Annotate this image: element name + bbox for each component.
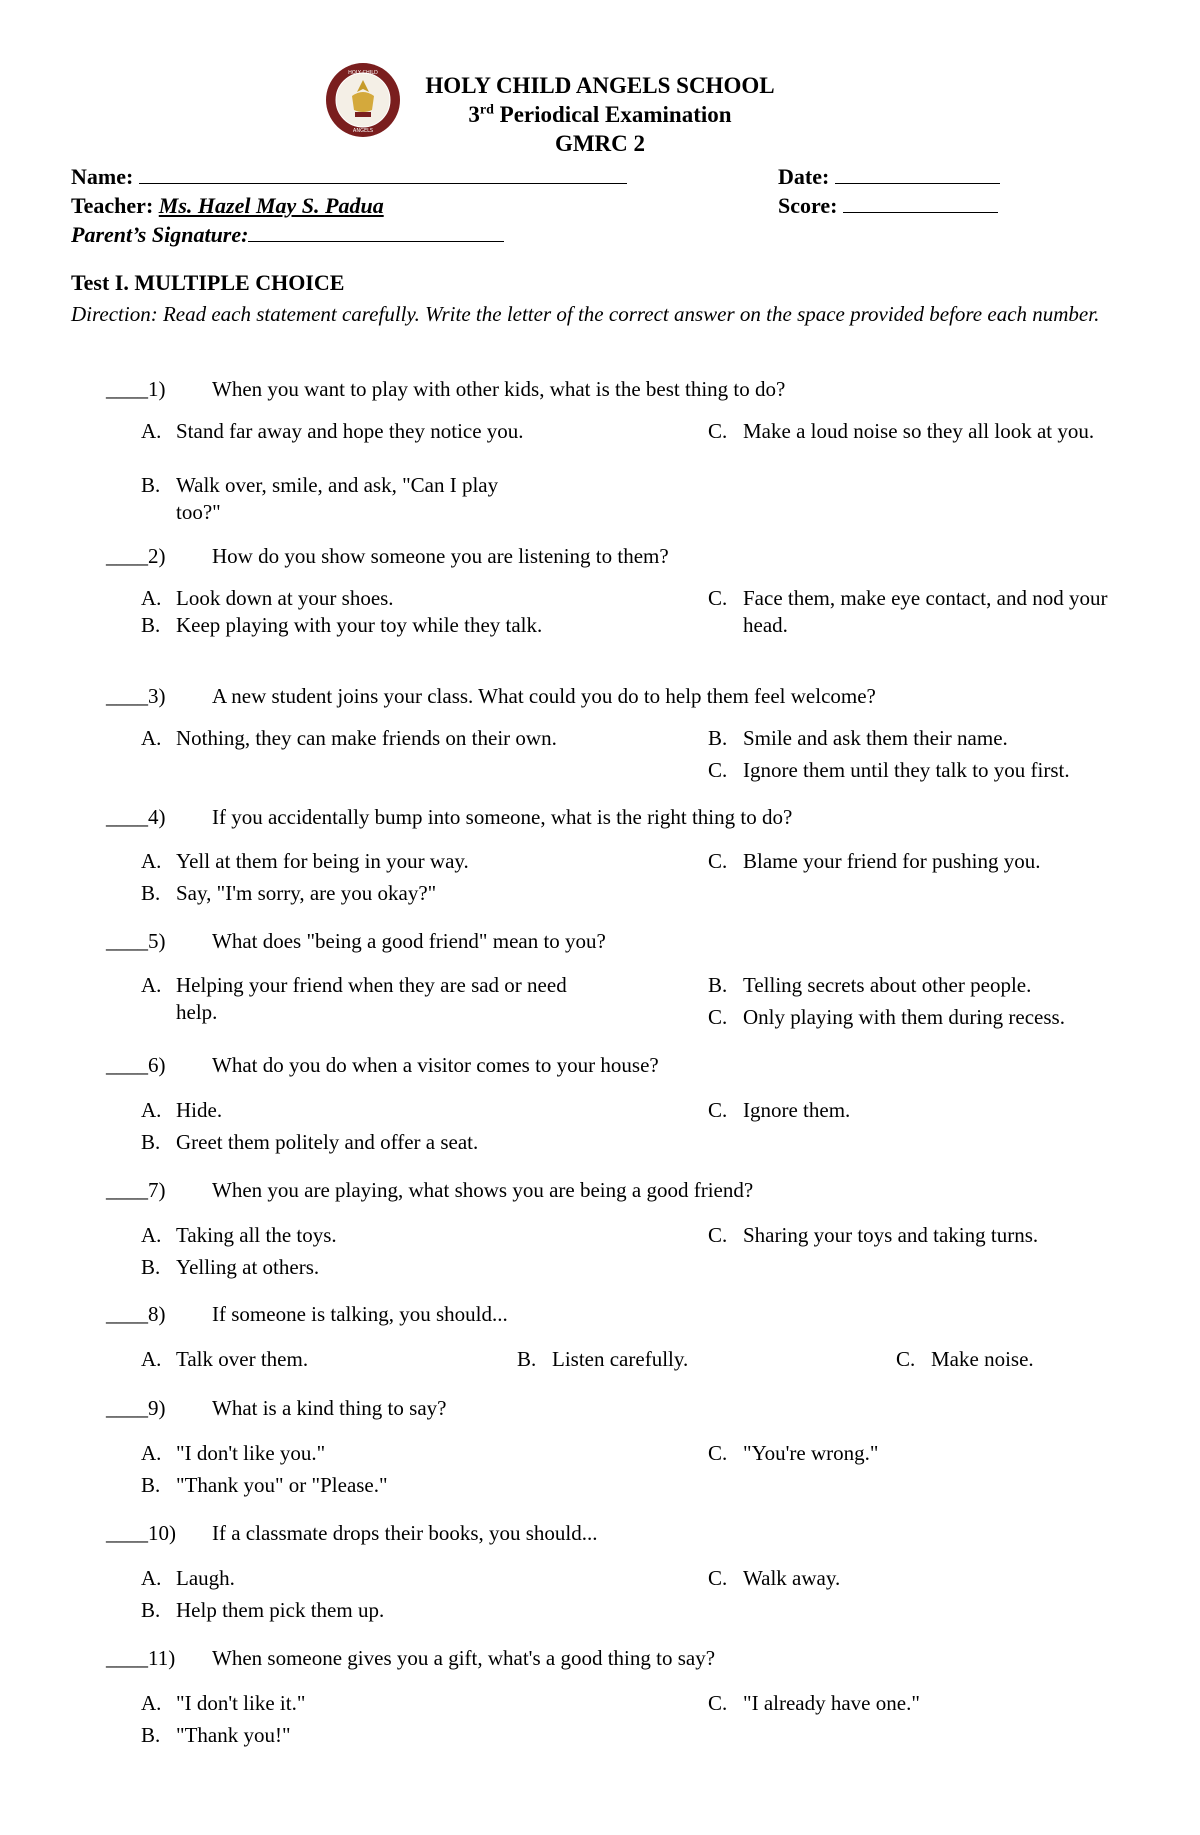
q1-option-c [708,418,1118,445]
option-letter: C. [708,1005,728,1029]
q7-option-c [708,1222,1168,1249]
question-11 [106,1646,715,1671]
question-4 [106,805,792,830]
option-letter: C. [708,849,728,873]
question-10-number: ____10) [106,1521,176,1545]
option-letter: B. [141,1130,161,1154]
option-text: Telling secrets about other people. [743,973,1032,997]
option-letter: B. [141,1473,161,1497]
option-text: Ignore them. [743,1098,851,1122]
option-letter: B. [517,1347,537,1371]
question-4-text: If you accidentally bump into someone, what is the right thing to do? [212,805,793,829]
q4-option-a [141,848,581,875]
question-9 [106,1396,446,1421]
subject-title: GMRC 2 [554,131,646,156]
option-letter: B. [141,1723,161,1747]
q3-option-a [141,725,561,752]
option-letter: B. [708,726,728,750]
q3-option-b [708,725,1148,752]
question-3-number: ____3) [106,684,166,708]
svg-text:ANGELS: ANGELS [352,128,374,134]
name-field[interactable] [139,167,627,184]
option-letter: B. [141,613,161,637]
question-2-text: How do you show someone you are listening to them? [212,544,669,568]
option-letter: C. [708,419,728,443]
q8-option-c [896,1346,1166,1373]
option-letter: B. [141,1598,161,1622]
option-letter: B. [708,973,728,997]
q10-option-b [141,1597,581,1624]
option-letter: C. [708,1566,728,1590]
question-3 [106,684,876,709]
option-letter: A. [141,1441,162,1465]
question-5-text: What does "being a good friend" mean to you? [212,929,606,953]
q5-option-c [708,1004,1178,1031]
option-letter: C. [708,1098,728,1122]
option-text: Help them pick them up. [176,1598,385,1622]
question-11-text: When someone gives you a gift, what's a good thing to say? [212,1646,716,1670]
option-letter: A. [141,1347,162,1371]
question-7-text: When you are playing, what shows you are being a good friend? [212,1178,754,1202]
test-1-direction: Direction: Read each statement carefully. Write the letter of the correct answer on the space provided before each number. [71,302,1100,326]
option-text: "I don't like it." [176,1691,306,1715]
option-text: Laugh. [176,1566,235,1590]
name-label: Name: [71,164,134,189]
school-name: HOLY CHILD ANGELS SCHOOL [425,73,775,98]
svg-text:HOLY CHILD: HOLY CHILD [348,70,378,76]
option-letter: A. [141,973,162,997]
q10-option-c [708,1565,1148,1592]
option-text: Ignore them until they talk to you first. [743,758,1070,782]
teacher-label: Teacher: [71,193,154,218]
question-1-number: ____1) [106,377,166,401]
option-letter: A. [141,849,162,873]
name-row [71,164,627,190]
score-row [778,193,998,219]
date-row [778,164,1000,190]
question-6-number: ____6) [106,1053,166,1077]
option-letter: C. [708,1223,728,1247]
q11-option-c [708,1690,1148,1717]
option-text: Face them, make eye contact, and nod your head. [743,586,1108,637]
question-4-number: ____4) [106,805,166,829]
q2-option-b [141,612,561,639]
option-text: Hide. [176,1098,223,1122]
q4-option-c [708,848,1148,875]
option-text: Listen carefully. [552,1347,689,1371]
option-letter: C. [896,1347,916,1371]
question-9-text: What is a kind thing to say? [212,1396,447,1420]
option-letter: A. [141,1566,162,1590]
question-2 [106,544,669,569]
question-3-text: A new student joins your class. What could you do to help them feel welcome? [212,684,876,708]
option-letter: A. [141,586,162,610]
q6-option-b [141,1129,581,1156]
q1-option-b [141,472,541,526]
q8-option-a [141,1346,471,1373]
question-1 [106,377,785,402]
option-text: Greet them politely and offer a seat. [176,1130,479,1154]
option-text: Look down at your shoes. [176,586,394,610]
question-1-text: When you want to play with other kids, what is the best thing to do? [212,377,786,401]
q11-option-a [141,1690,581,1717]
q4-option-b [141,880,581,907]
question-7-number: ____7) [106,1178,166,1202]
option-letter: C. [708,758,728,782]
q7-option-b [141,1254,581,1281]
option-letter: B. [141,881,161,905]
q1-option-a [141,418,541,445]
test-1-title: Test I. MULTIPLE CHOICE [71,270,345,295]
q2-option-c [708,585,1128,639]
q7-option-a [141,1222,581,1249]
question-2-number: ____2) [106,544,166,568]
question-7 [106,1178,753,1203]
option-letter: A. [141,1223,162,1247]
q8-option-b [517,1346,847,1373]
parent-signature-label: Parent’s Signature: [71,222,249,247]
option-text: Keep playing with your toy while they talk. [176,613,543,637]
question-5 [106,929,606,954]
question-10 [106,1521,598,1546]
option-letter: B. [141,1255,161,1279]
date-label: Date: [778,164,830,189]
q6-option-a [141,1097,581,1124]
option-letter: A. [141,1098,162,1122]
option-text: "You're wrong." [743,1441,879,1465]
exam-title [0,102,1200,128]
question-5-number: ____5) [106,929,166,953]
date-field[interactable] [835,167,1000,184]
option-letter: B. [141,473,161,497]
q5-option-b [708,972,1148,999]
option-text: Helping your friend when they are sad or need help. [176,973,567,1024]
question-8-number: ____8) [106,1302,166,1326]
q2-option-a [141,585,561,612]
option-text: Say, "I'm sorry, are you okay?" [176,881,437,905]
parent-signature-row [71,222,504,248]
question-10-text: If a classmate drops their books, you should... [212,1521,598,1545]
q9-option-b [141,1472,581,1499]
option-text: Stand far away and hope they notice you. [176,419,524,443]
option-text: Blame your friend for pushing you. [743,849,1041,873]
question-6-text: What do you do when a visitor comes to your house? [212,1053,659,1077]
question-11-number: ____11) [106,1646,176,1670]
q10-option-a [141,1565,581,1592]
option-text: Walk over, smile, and ask, "Can I play too?" [176,473,499,524]
question-9-number: ____9) [106,1396,166,1420]
option-text: Yelling at others. [176,1255,320,1279]
teacher-row [71,193,384,219]
q3-option-c [708,757,1178,784]
option-text: Walk away. [743,1566,841,1590]
option-text: Sharing your toys and taking turns. [743,1223,1039,1247]
option-letter: C. [708,586,728,610]
option-letter: A. [141,726,162,750]
option-text: Yell at them for being in your way. [176,849,469,873]
option-text: "I already have one." [743,1691,920,1715]
option-text: Taking all the toys. [176,1223,337,1247]
q5-option-a [141,972,571,1026]
exam-ordinal: 3 [468,102,480,127]
option-letter: C. [708,1441,728,1465]
option-text: Make noise. [931,1347,1034,1371]
option-letter: C. [708,1691,728,1715]
option-text: Only playing with them during recess. [743,1005,1065,1029]
option-letter: A. [141,419,162,443]
option-text: Nothing, they can make friends on their own. [176,726,557,750]
question-8 [106,1302,508,1327]
question-8-text: If someone is talking, you should... [212,1302,508,1326]
option-text: Talk over them. [176,1347,309,1371]
score-label: Score: [778,193,838,218]
option-text: Smile and ask them their name. [743,726,1008,750]
exam-title-text: Periodical Examination [493,102,732,127]
exam-ordinal-suffix: rd [479,102,494,118]
option-text: "Thank you" or "Please." [176,1473,388,1497]
option-letter: A. [141,1691,162,1715]
parent-signature-field[interactable] [248,225,504,242]
q11-option-b [141,1722,581,1749]
option-text: Make a loud noise so they all look at you. [743,419,1095,443]
option-text: "I don't like you." [176,1441,326,1465]
option-text: "Thank you!" [176,1723,291,1747]
question-6 [106,1053,659,1078]
teacher-name: Ms. Hazel May S. Padua [158,193,384,218]
q9-option-a [141,1440,581,1467]
q6-option-c [708,1097,1148,1124]
q9-option-c [708,1440,1148,1467]
score-field[interactable] [843,196,998,213]
